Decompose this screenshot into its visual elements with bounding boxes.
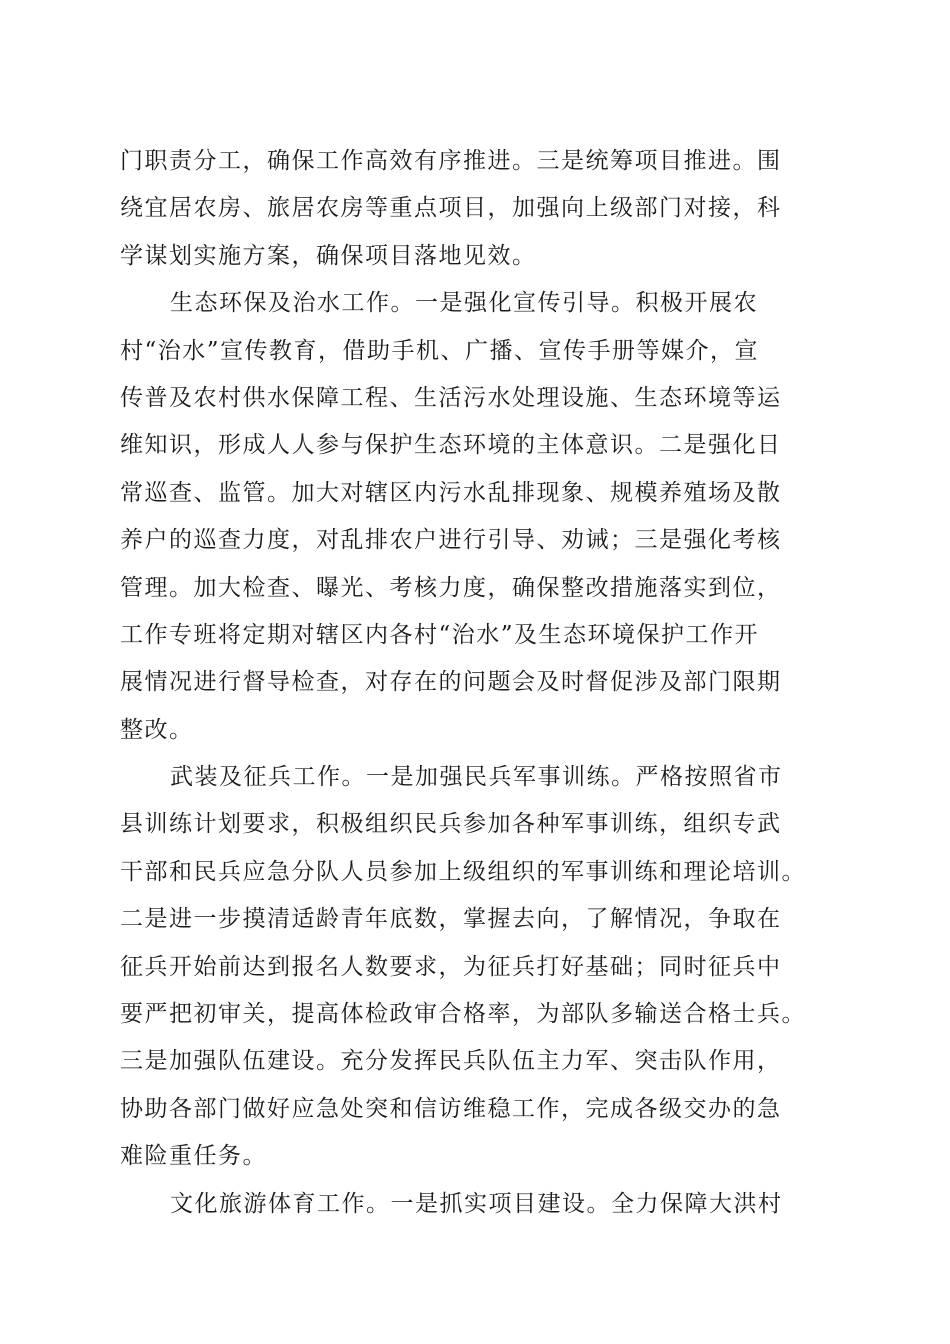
text-line: 学谋划实施方案，确保项目落地见效。 [120,242,537,269]
text-line: 常巡查、监管。加大对辖区内污水乱排现象、规模养殖场及散 [120,479,782,506]
text-line: 门职责分工，确保工作高效有序推进。三是统筹项目推进。围 [120,148,782,174]
text-line: 县训练计划要求，积极组织民兵参加各种军事训练，组织专武 [120,811,782,838]
text-line: 传普及农村供水保障工程、生活污水处理设施、生态环境等运 [120,384,782,411]
text-line: 工作专班将定期对辖区内各村“治水”及生态环境保护工作开 [120,621,760,648]
paragraph-heading-line: 文化旅游体育工作。一是抓实项目建设。全力保障大洪村 [170,1190,783,1217]
paragraph-heading-line: 武装及征兵工作。一是加强民兵军事训练。严格按照省市 [170,764,783,791]
text-line: 二是进一步摸清适龄青年底数，掌握去向，了解情况，争取在 [120,906,782,933]
paragraph-heading-line: 生态环保及治水工作。一是强化宣传引导。积极开展农 [170,290,758,317]
document-body [120,138,832,1228]
text-line: 要严把初审关，提高体检政审合格率，为部队多输送合格士兵。 [120,1001,806,1028]
text-line: 整改。 [120,716,194,743]
text-line: 管理。加大检查、曝光、考核力度，确保整改措施落实到位， [120,574,782,601]
text-line: 养户的巡查力度，对乱排农户进行引导、劝诫；三是强化考核 [120,527,782,554]
text-line: 难险重任务。 [120,1143,267,1170]
text-line: 展情况进行督导检查，对存在的问题会及时督促涉及部门限期 [120,669,782,696]
text-line: 协助各部门做好应急处突和信访维稳工作，完成各级交办的急 [120,1095,782,1122]
text-line: 维知识，形成人人参与保护生态环境的主体意识。二是强化日 [120,432,782,459]
text-line: 三是加强队伍建设。充分发挥民兵队伍主力军、突击队作用， [120,1048,782,1075]
text-line: 征兵开始前达到报名人数要求，为征兵打好基础；同时征兵中 [120,953,782,980]
text-line: 绕宜居农房、旅居农房等重点项目，加强向上级部门对接，科 [120,195,782,222]
text-line: 村“治水”宣传教育，借助手机、广播、宣传手册等媒介，宣 [120,337,760,364]
text-line: 干部和民兵应急分队人员参加上级组织的军事训练和理论培训。 [120,858,806,885]
